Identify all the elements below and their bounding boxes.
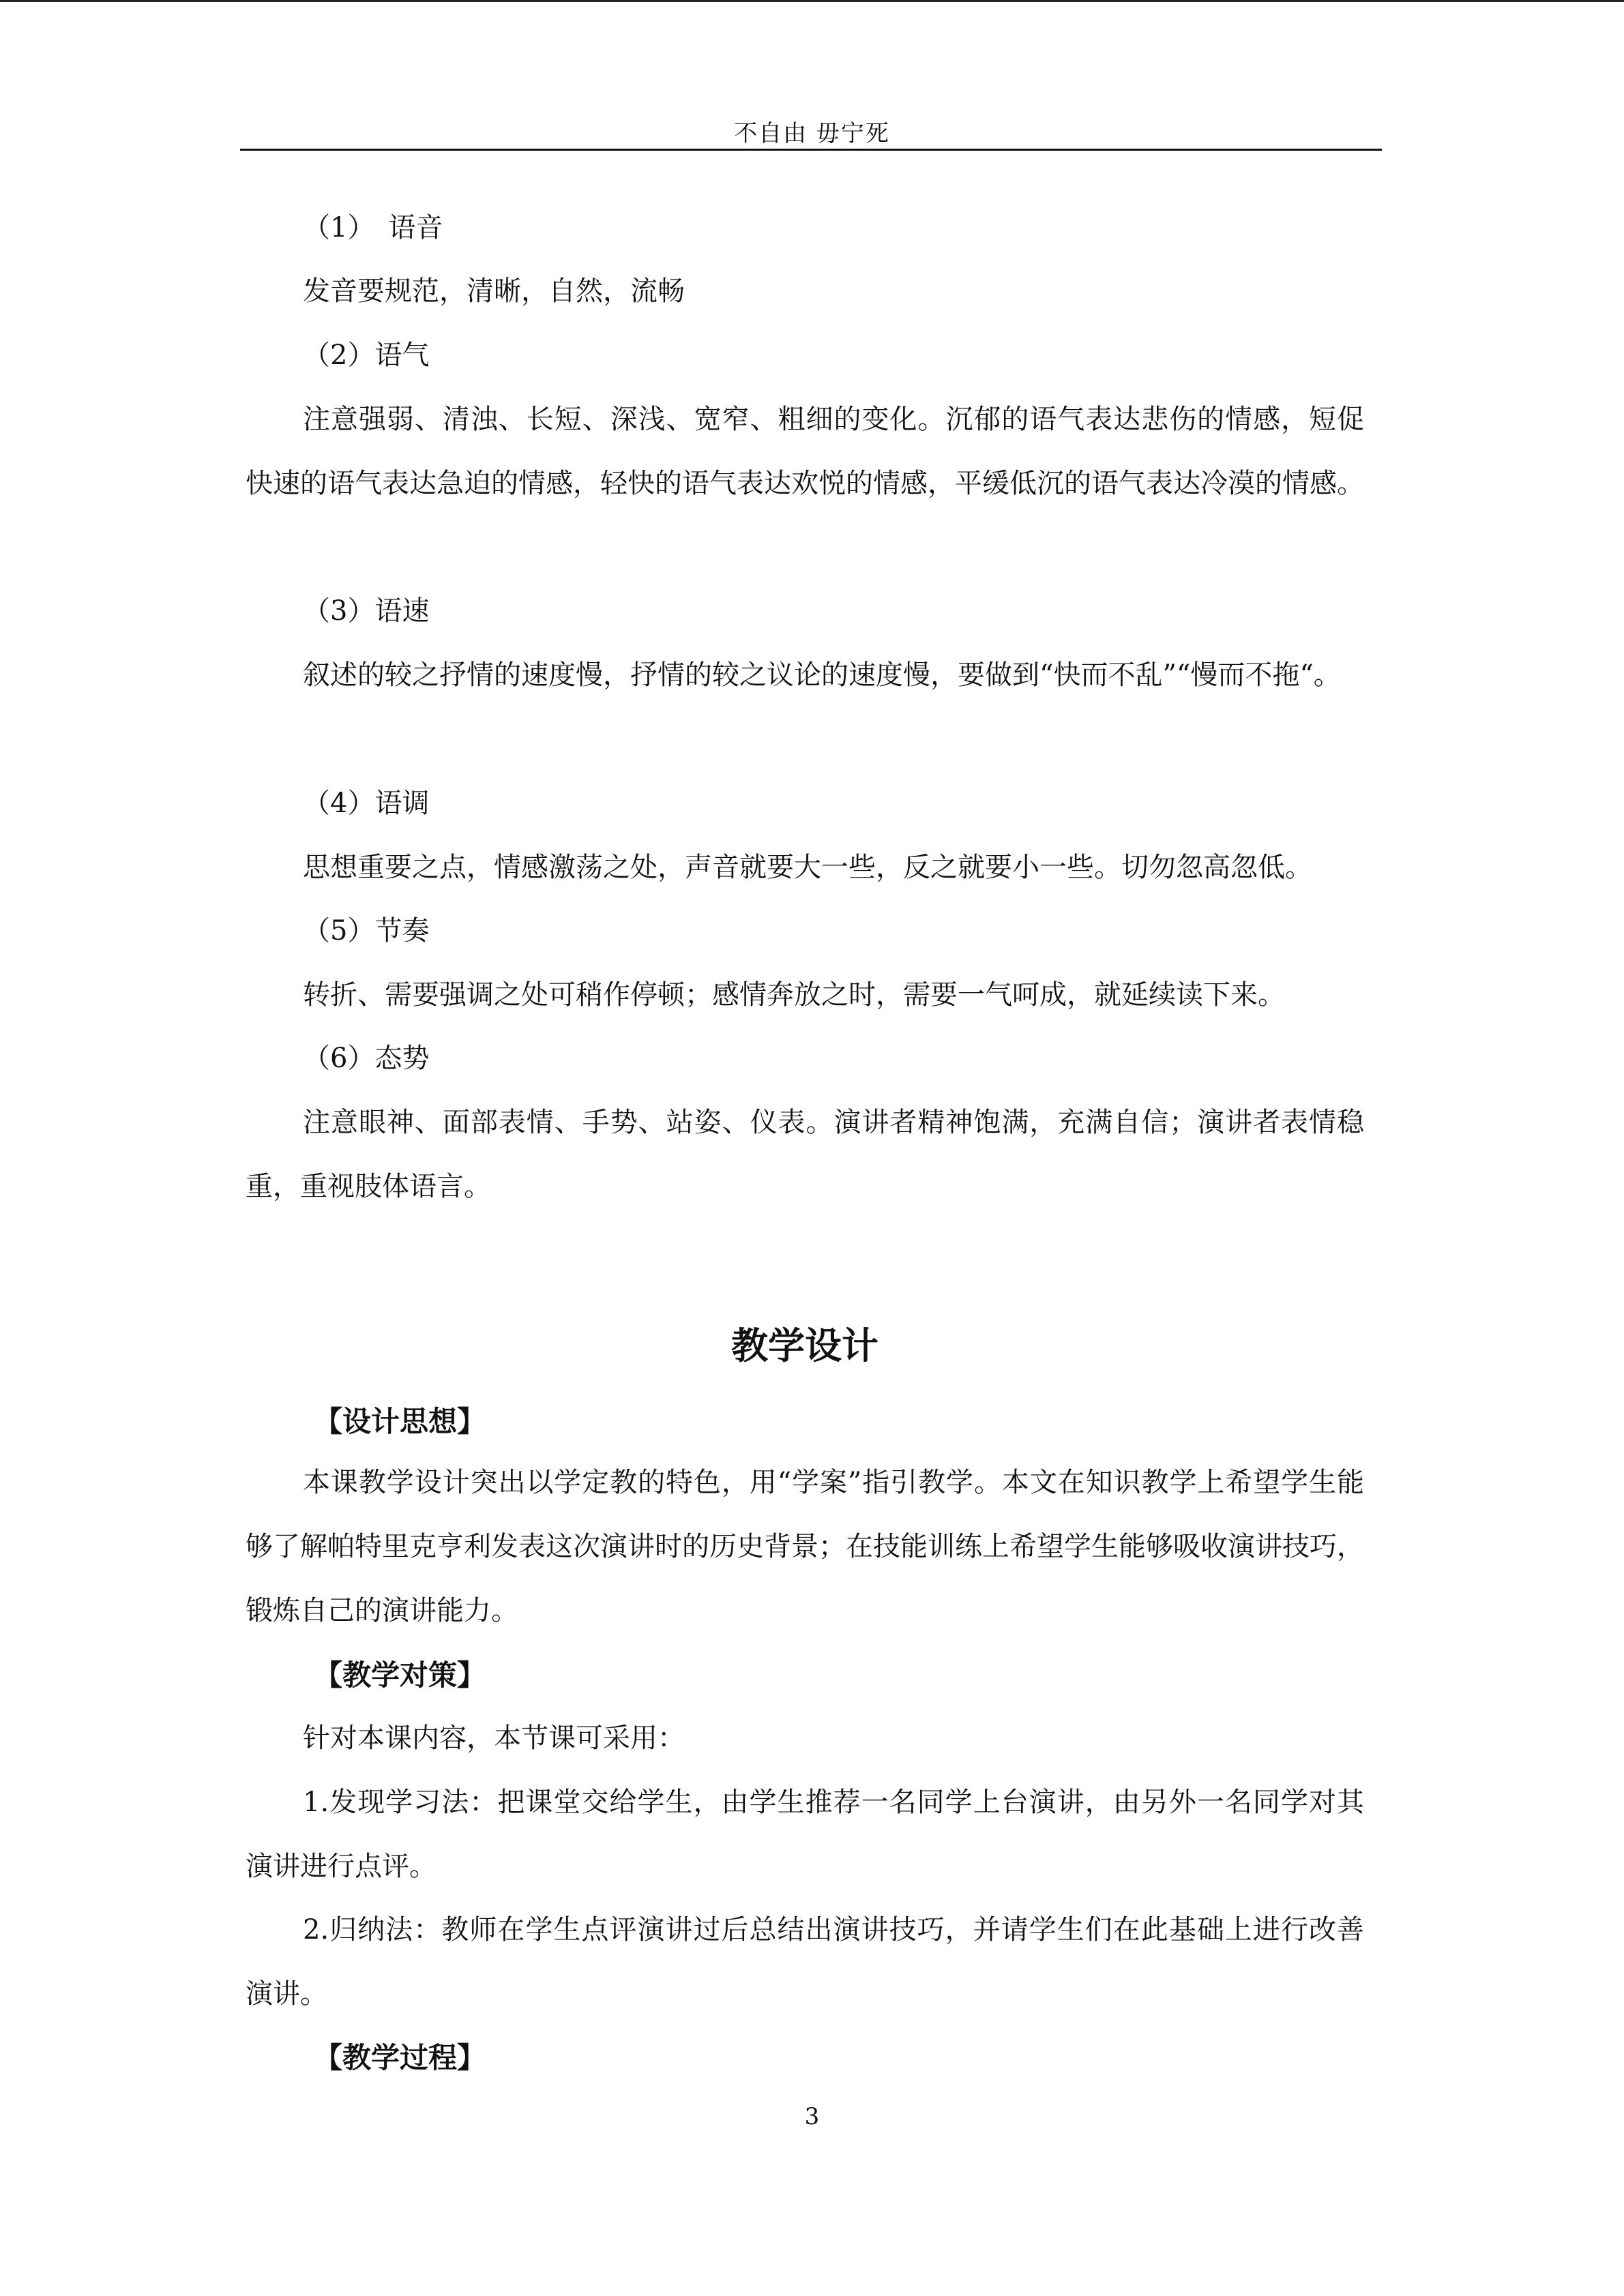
subheading-design-idea: 【设计思想】 <box>314 1405 486 1438</box>
running-header: 不自由 毋宁死 <box>734 120 890 147</box>
subheading-teaching-strategy: 【教学对策】 <box>314 1658 486 1692</box>
header-rule <box>240 149 1382 151</box>
item-heading-pronunciation: （1） 语音 <box>303 212 443 243</box>
item-text-intonation: 思想重要之点，情感激荡之处，声音就要大一些，反之就要小一些。切勿忽高忽低。 <box>303 852 1312 883</box>
item-heading-speed: （3）语速 <box>303 595 430 627</box>
item-heading-intonation: （4）语调 <box>303 788 430 819</box>
page-number: 3 <box>804 2103 820 2130</box>
subheading-teaching-process: 【教学过程】 <box>314 2041 486 2074</box>
item-heading-tone: （2）语气 <box>303 340 430 371</box>
item-heading-posture: （6）态势 <box>303 1043 430 1074</box>
strategy-intro: 针对本课内容，本节课可采用： <box>303 1723 685 1754</box>
strategy-item-1: 1.发现学习法：把课堂交给学生，由学生推荐一名同学上台演讲，由另外一名同学对其演讲进行点评。 <box>246 1787 1364 1882</box>
item-text-posture: 注意眼神、面部表情、手势、站姿、仪表。演讲者精神饱满，充满自信；演讲者表情稳重，重视肢体语言。 <box>246 1107 1364 1202</box>
section-title: 教学设计 <box>731 1324 879 1367</box>
item-text-speed: 叙述的较之抒情的速度慢，抒情的较之议论的速度慢，要做到“快而不乱”“慢而不拖“。 <box>303 659 1341 691</box>
item-heading-rhythm: （5）节奏 <box>303 915 430 946</box>
strategy-item-2: 2.归纳法：教师在学生点评演讲过后总结出演讲技巧，并请学生们在此基础上进行改善演讲。 <box>246 1914 1364 2010</box>
item-text-pronunciation: 发音要规范，清晰，自然，流畅 <box>303 275 685 307</box>
item-text-rhythm: 转折、需要强调之处可稍作停顿；感情奔放之时，需要一气呵成，就延续读下来。 <box>303 979 1285 1011</box>
item-text-tone: 注意强弱、清浊、长短、深浅、宽窄、粗细的变化。沉郁的语气表达悲伤的情感，短促快速的语气表达急迫的情感，轻快的语气表达欢悦的情感，平缓低沉的语气表达冷漠的情感。 <box>246 404 1364 499</box>
paragraph-design-idea: 本课教学设计突出以学定教的特色，用“学案”指引教学。本文在知识教学上希望学生能够了解帕特里克亨利发表这次演讲时的历史背景；在技能训练上希望学生能够吸收演讲技巧，锻炼自己的演讲能力。 <box>246 1467 1364 1626</box>
